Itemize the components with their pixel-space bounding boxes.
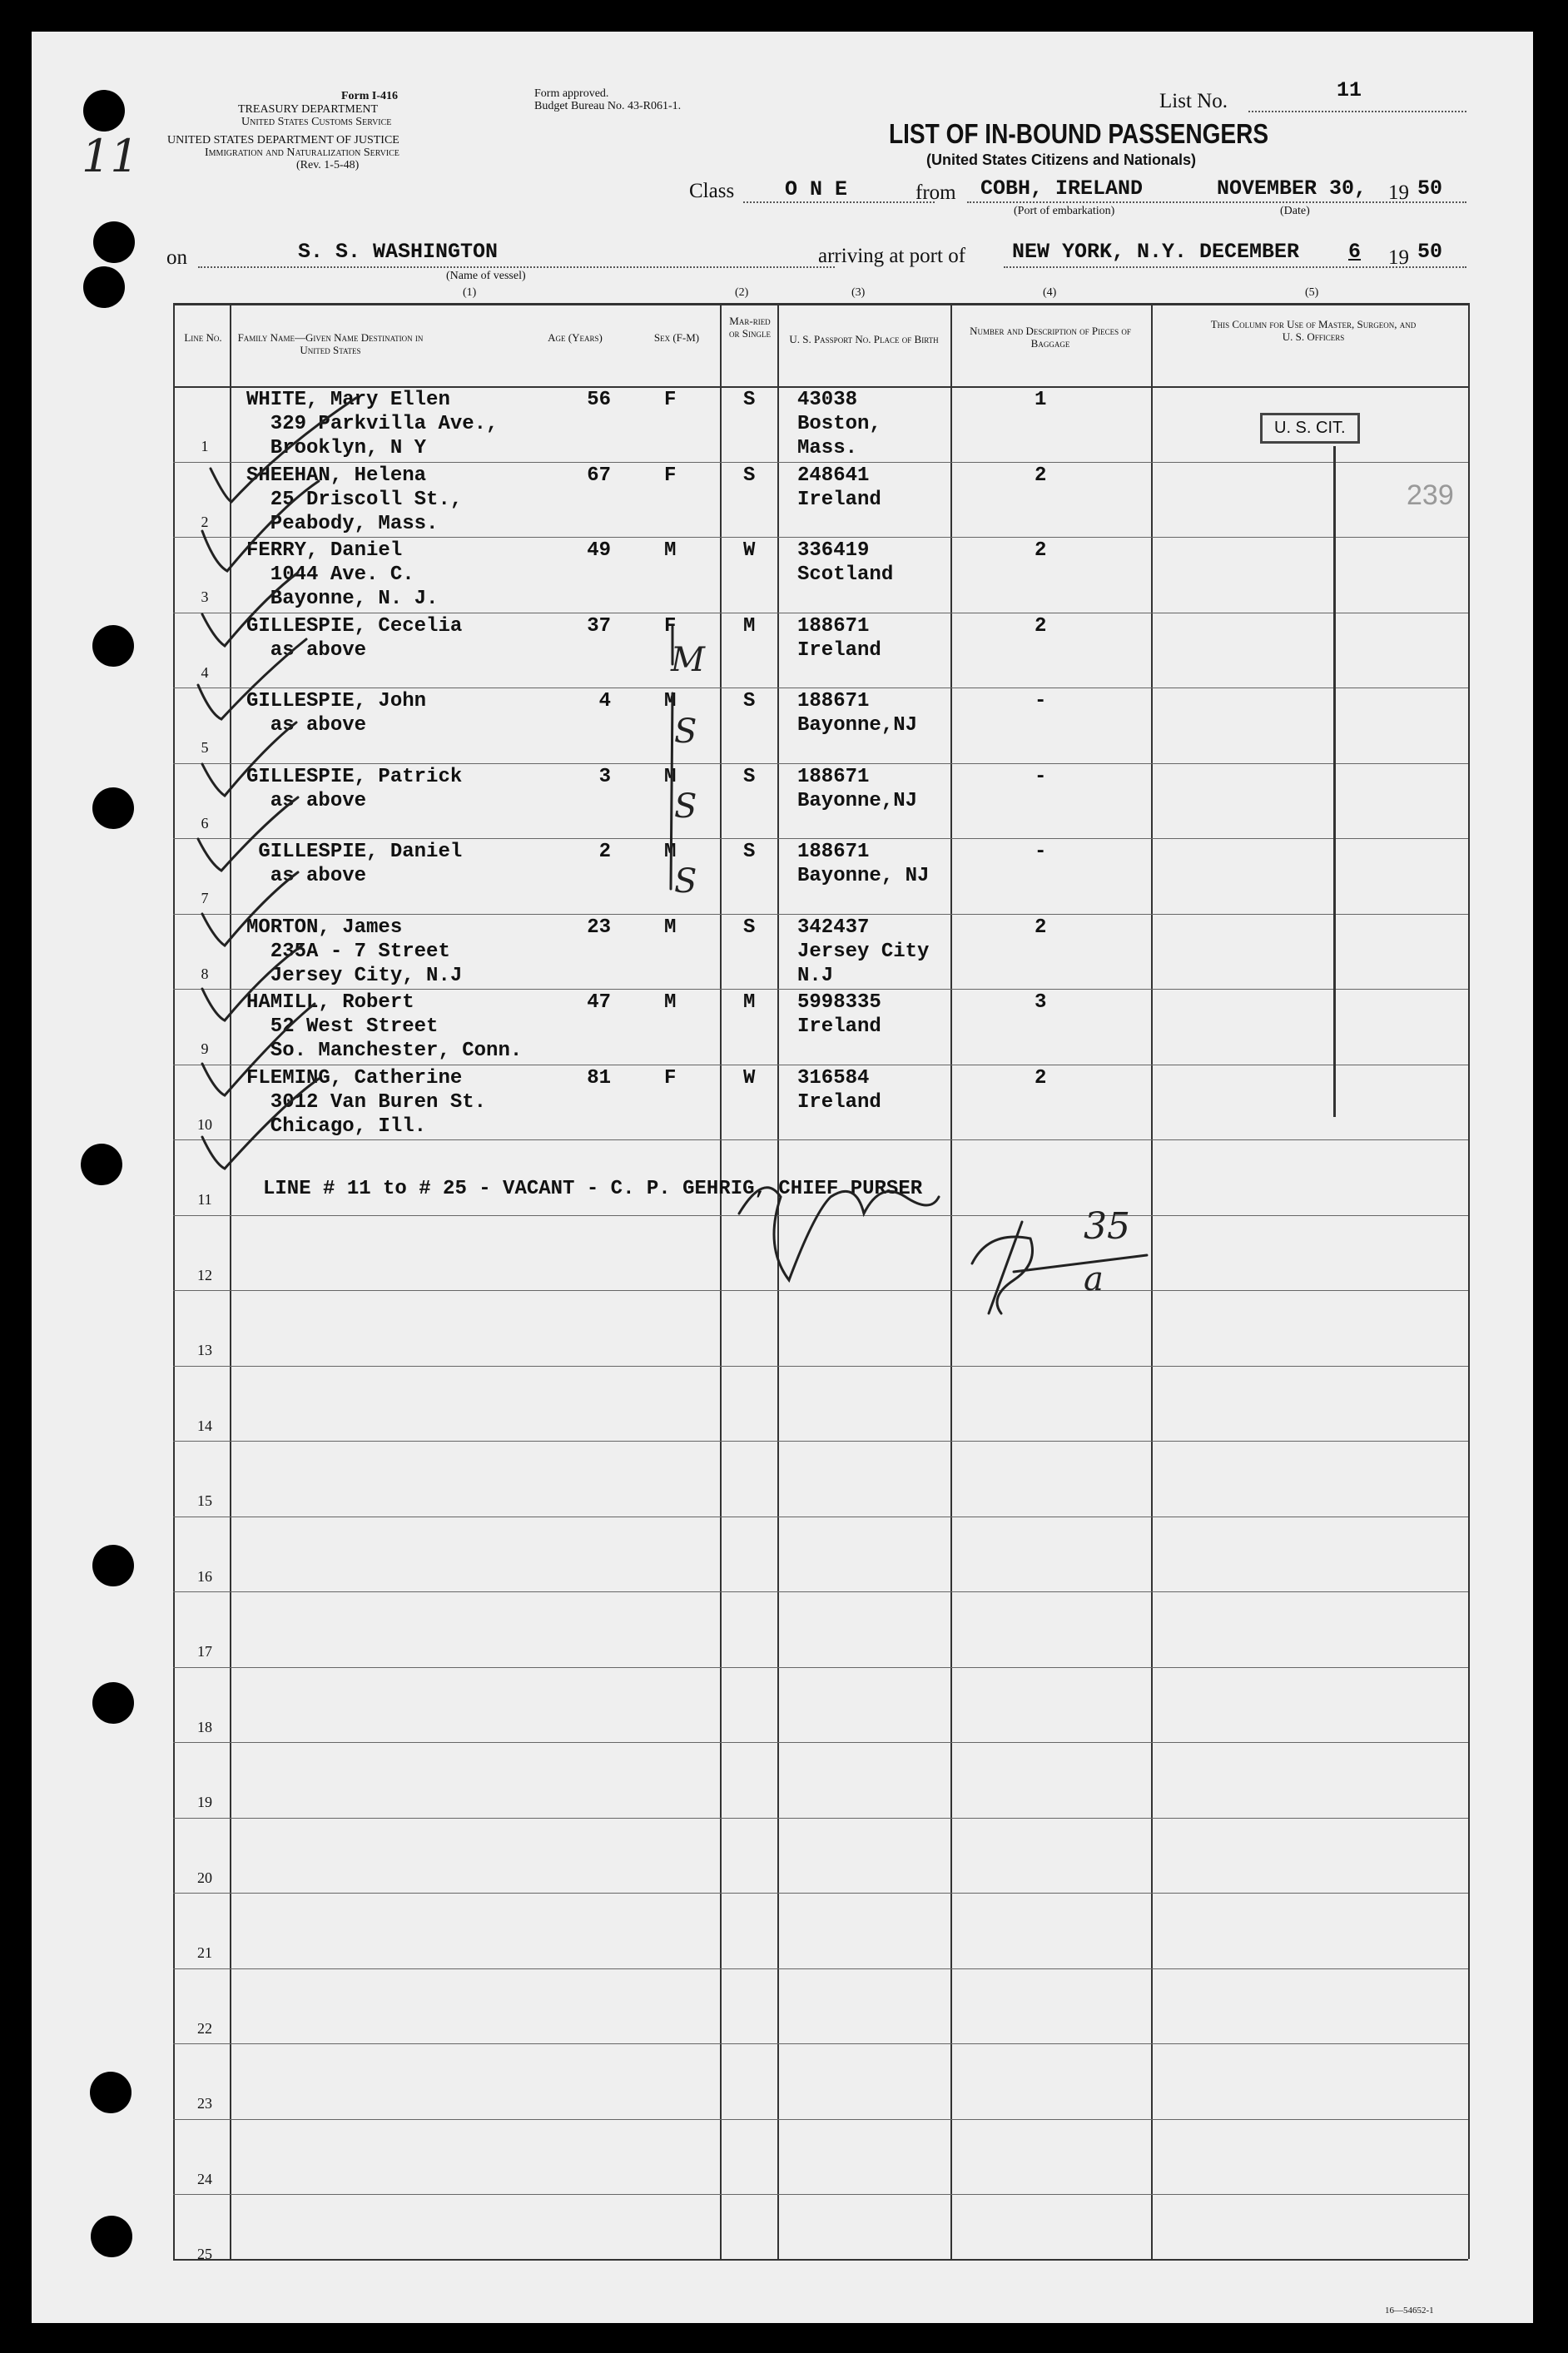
baggage-count: 2 — [1035, 614, 1047, 638]
line-number: 23 — [197, 2095, 212, 2112]
passport-number: 188671 — [797, 690, 870, 712]
form-number: Form I-416 — [341, 90, 399, 102]
class-value: O N E — [785, 177, 848, 201]
form-title: LIST OF IN-BOUND PASSENGERS — [889, 118, 1269, 149]
passenger-address: 1044 Ave. C. — [246, 563, 414, 586]
row-divider — [173, 1139, 1468, 1140]
embarkation-caption: (Port of embarkation) — [1014, 205, 1115, 217]
revision-date: (Rev. 1-5-48) — [296, 159, 360, 171]
age-value: 47 — [587, 991, 611, 1014]
sex-value: M — [664, 991, 677, 1014]
passenger-name: MORTON, James — [246, 916, 403, 939]
on-label: on — [166, 246, 187, 269]
col-num: (1) — [463, 286, 477, 299]
margin-handwriting: 11 — [82, 130, 139, 182]
table-bottom-border — [173, 2259, 1468, 2261]
passenger-name: GILLESPIE, Patrick — [246, 765, 463, 788]
immigration-service: Immigration and Naturalization Service — [205, 146, 399, 159]
place-of-birth: Bayonne,NJ — [797, 714, 918, 737]
col-divider — [1151, 303, 1153, 2259]
row-divider — [173, 1591, 1468, 1592]
col-divider — [230, 303, 231, 2259]
passenger-address: as above — [246, 789, 367, 812]
line-number: 16 — [197, 1567, 212, 1585]
marital-status: S — [743, 389, 756, 411]
age-value: 49 — [587, 539, 611, 562]
arriving-label: arriving at port of — [818, 245, 966, 267]
col-header-officers: This Column for Use of Master, Surgeon, and U. S. Officers — [1210, 318, 1417, 343]
handwritten-fraction-top: 35 — [1084, 1205, 1130, 1248]
footer-code: 16—54652-1 — [1385, 2306, 1434, 2316]
passenger-name: FLEMING, Catherine — [246, 1066, 463, 1090]
class-label: Class — [689, 180, 735, 202]
list-no-line — [1248, 111, 1466, 112]
punch-hole — [81, 1144, 122, 1185]
date-caption: (Date) — [1280, 205, 1310, 217]
marital-status: S — [743, 916, 756, 939]
row-divider — [173, 1441, 1468, 1442]
port-of-embarkation: COBH, IRELAND — [980, 176, 1144, 201]
age-value: 3 — [598, 765, 611, 788]
passenger-address: Chicago, Ill. — [246, 1114, 427, 1138]
punch-hole — [92, 1682, 134, 1724]
line-number: 1 — [201, 438, 209, 454]
col-header-passport: U. S. Passport No. Place of Birth — [789, 333, 939, 345]
signature-scribble — [739, 1188, 939, 1280]
passenger-address: as above — [246, 638, 367, 662]
year-prefix: 19 — [1388, 181, 1409, 204]
marital-status: W — [743, 539, 756, 562]
marital-status: S — [743, 464, 756, 487]
col-header-married: Mar-ried or Single — [729, 315, 771, 340]
line-number: 25 — [197, 2246, 212, 2262]
col-header-line-no: Line No. — [184, 331, 222, 344]
row-divider — [173, 2043, 1468, 2044]
baggage-count: 2 — [1035, 916, 1047, 939]
handwritten-fraction-bottom: a — [1084, 1260, 1104, 1298]
passenger-address: 329 Parkvilla Ave., — [246, 413, 499, 435]
passenger-address: 52 West Street — [246, 1015, 439, 1038]
age-value: 4 — [598, 690, 611, 712]
class-line — [743, 201, 935, 203]
stamp-bracket-line — [1333, 446, 1336, 1117]
col-header-baggage: Number and Description of Pieces of Baggage — [970, 325, 1131, 350]
marital-status: S — [743, 690, 756, 712]
passenger-name: GILLESPIE, Daniel — [246, 841, 463, 863]
col-header-sex: Sex (F-M) — [653, 331, 700, 344]
place-of-birth: Ireland — [797, 1015, 881, 1038]
line-number: 6 — [201, 814, 209, 831]
row-divider — [173, 1818, 1468, 1819]
departure-year: 50 — [1417, 176, 1443, 201]
form-approved: Form approved. — [534, 87, 609, 100]
marital-status: M — [743, 991, 756, 1014]
marital-status: M — [743, 614, 756, 638]
line-number: 10 — [197, 1115, 212, 1133]
treasury-department: TREASURY DEPARTMENT — [238, 103, 379, 116]
line-number: 12 — [197, 1266, 212, 1283]
col-divider — [720, 303, 722, 2259]
passenger-address: Bayonne, N. J. — [246, 588, 439, 610]
age-value: 81 — [587, 1066, 611, 1090]
form-page — [32, 32, 1533, 2323]
passenger-address: 25 Driscoll St., — [246, 488, 463, 511]
row-divider — [173, 1742, 1468, 1743]
age-value: 67 — [587, 464, 611, 487]
line-number: 5 — [201, 739, 209, 756]
passenger-address: Peabody, Mass. — [246, 512, 439, 535]
place-of-birth: Mass. — [797, 437, 858, 459]
passenger-address: as above — [246, 714, 367, 737]
passport-number: 43038 — [797, 389, 858, 411]
budget-bureau: Budget Bureau No. 43-R061-1. — [534, 100, 682, 112]
baggage-count: 2 — [1035, 1066, 1047, 1090]
row-divider — [173, 763, 1468, 764]
passport-number: 342437 — [797, 916, 870, 939]
justice-department: UNITED STATES DEPARTMENT OF JUSTICE — [167, 134, 399, 146]
arrival-port: NEW YORK, N.Y. DECEMBER — [1012, 240, 1300, 264]
passenger-name: SHEEHAN, Helena — [246, 464, 427, 487]
col-num: (2) — [735, 286, 749, 299]
passport-number: 5998335 — [797, 991, 881, 1014]
sex-value: M — [664, 841, 677, 863]
punch-hole — [91, 2216, 132, 2257]
punch-hole — [83, 90, 125, 132]
line-number: 14 — [197, 1417, 212, 1434]
line-number: 22 — [197, 2019, 212, 2037]
punch-hole — [92, 1545, 134, 1586]
arrival-day: 6 — [1348, 240, 1362, 264]
baggage-count: - — [1035, 690, 1047, 712]
line-number: 17 — [197, 1643, 212, 1660]
passenger-name: GILLESPIE, Cecelia — [246, 614, 463, 638]
col-header-name: Family Name—Given Name Destination in United States — [237, 331, 424, 356]
line-number: 3 — [201, 588, 209, 605]
row-divider — [173, 1893, 1468, 1894]
place-of-birth: Jersey City — [797, 940, 930, 963]
punch-hole — [90, 2072, 131, 2113]
sex-value: M — [664, 690, 677, 712]
age-value: 37 — [587, 614, 611, 638]
stamp-number: 239 — [1407, 479, 1454, 511]
place-of-birth: Ireland — [797, 638, 881, 662]
us-citizen-stamp: U. S. CIT. — [1260, 413, 1360, 444]
passenger-address: 3012 Van Buren St. — [246, 1090, 487, 1114]
row-divider — [173, 462, 1468, 463]
row-divider — [173, 1667, 1468, 1668]
place-of-birth: Bayonne,NJ — [797, 789, 918, 812]
line-number: 13 — [197, 1342, 212, 1358]
vessel-line — [198, 266, 835, 268]
arrival-year: 50 — [1417, 240, 1443, 264]
arrival-year-prefix: 19 — [1388, 246, 1409, 269]
age-value: 56 — [587, 389, 611, 411]
passenger-address: So. Manchester, Conn. — [246, 1040, 523, 1062]
age-value: 2 — [598, 841, 611, 863]
passport-number: 188671 — [797, 614, 870, 638]
row-divider — [173, 2119, 1468, 2120]
row-divider — [173, 1366, 1468, 1367]
passenger-address: 235A - 7 Street — [246, 940, 450, 963]
place-of-birth: N.J — [797, 964, 834, 987]
place-of-birth: Ireland — [797, 1090, 881, 1114]
passenger-name: HAMILL, Robert — [246, 991, 414, 1014]
passenger-address: Jersey City, N.J — [246, 964, 463, 987]
row-divider — [173, 537, 1468, 538]
row-divider — [173, 1968, 1468, 1969]
marital-status: S — [743, 765, 756, 788]
sex-value: F — [664, 1066, 677, 1090]
passport-number: 188671 — [797, 765, 870, 788]
handwritten-sex-mark: S — [674, 787, 697, 826]
line-number: 19 — [197, 1794, 212, 1810]
place-of-birth: Ireland — [797, 488, 881, 511]
baggage-count: 3 — [1035, 991, 1047, 1014]
place-of-birth: Scotland — [797, 563, 894, 586]
row-divider — [173, 838, 1468, 839]
col-divider — [950, 303, 952, 2259]
departure-date: NOVEMBER 30, — [1217, 176, 1367, 201]
row-divider — [173, 1290, 1468, 1291]
punch-hole — [92, 787, 134, 829]
place-of-birth: Bayonne, NJ — [797, 865, 930, 887]
line-number: 24 — [197, 2170, 212, 2187]
passenger-name: WHITE, Mary Ellen — [246, 389, 450, 411]
handwritten-sex-mark: M — [671, 641, 705, 679]
col-num: (5) — [1305, 286, 1319, 299]
sex-value: F — [664, 464, 677, 487]
passport-number: 336419 — [797, 539, 870, 562]
sex-value: F — [664, 389, 677, 411]
list-no-value: 11 — [1337, 78, 1362, 102]
row-divider — [173, 2194, 1468, 2195]
punch-hole — [83, 266, 125, 308]
line-number: 11 — [197, 1191, 212, 1208]
table-top-border — [173, 303, 1468, 305]
place-of-birth: Boston, — [797, 413, 881, 435]
sex-value: M — [664, 539, 677, 562]
table-left-border — [173, 303, 175, 2259]
row-divider — [173, 914, 1468, 915]
passport-number: 248641 — [797, 464, 870, 487]
baggage-count: 2 — [1035, 464, 1047, 487]
baggage-count: 1 — [1035, 389, 1047, 411]
handwritten-sex-mark: S — [674, 712, 697, 751]
row-divider — [173, 1215, 1468, 1216]
line-number: 4 — [201, 663, 209, 681]
customs-service: United States Customs Service — [241, 116, 392, 128]
passport-number: 188671 — [797, 841, 870, 863]
line-number: 18 — [197, 1718, 212, 1735]
punch-hole — [93, 221, 135, 263]
table-right-border — [1468, 303, 1470, 2259]
baggage-count: - — [1035, 765, 1047, 788]
punch-hole — [92, 625, 134, 667]
col-divider — [777, 303, 779, 2259]
marital-status: S — [743, 841, 756, 863]
passenger-address: Brooklyn, N Y — [246, 437, 427, 459]
handwritten-sex-mark: S — [674, 862, 697, 901]
sex-value: F — [664, 614, 677, 638]
col-header-age: Age (Years) — [548, 331, 603, 344]
row-divider — [173, 989, 1468, 990]
sex-value: M — [664, 916, 677, 939]
passenger-name: FERRY, Daniel — [246, 539, 403, 562]
line-number: 20 — [197, 1869, 212, 1886]
from-label: from — [915, 181, 956, 204]
passenger-name: GILLESPIE, John — [246, 690, 427, 712]
passenger-address: as above — [246, 865, 367, 887]
age-value: 23 — [587, 916, 611, 939]
line-number: 21 — [197, 1944, 212, 1961]
form-subtitle: (United States Citizens and Nationals) — [926, 151, 1197, 168]
list-no-label: List No. — [1159, 90, 1228, 112]
passport-number: 316584 — [797, 1066, 870, 1090]
line-number: 8 — [201, 965, 209, 982]
line-number: 9 — [201, 1040, 209, 1057]
col-num: (3) — [851, 286, 866, 299]
line-number: 15 — [197, 1492, 212, 1509]
baggage-count: 2 — [1035, 539, 1047, 562]
line-number: 7 — [201, 890, 209, 906]
col-num: (4) — [1043, 286, 1057, 299]
vessel-caption: (Name of vessel) — [446, 270, 526, 282]
marital-status: W — [743, 1066, 756, 1090]
baggage-count: - — [1035, 841, 1047, 863]
sex-value: M — [664, 765, 677, 788]
line-number: 2 — [201, 513, 209, 530]
vacant-note: LINE # 11 to # 25 - VACANT - C. P. GEHRIG, CHIEF PURSER — [263, 1178, 923, 1200]
vessel-name: S. S. WASHINGTON — [298, 240, 499, 264]
